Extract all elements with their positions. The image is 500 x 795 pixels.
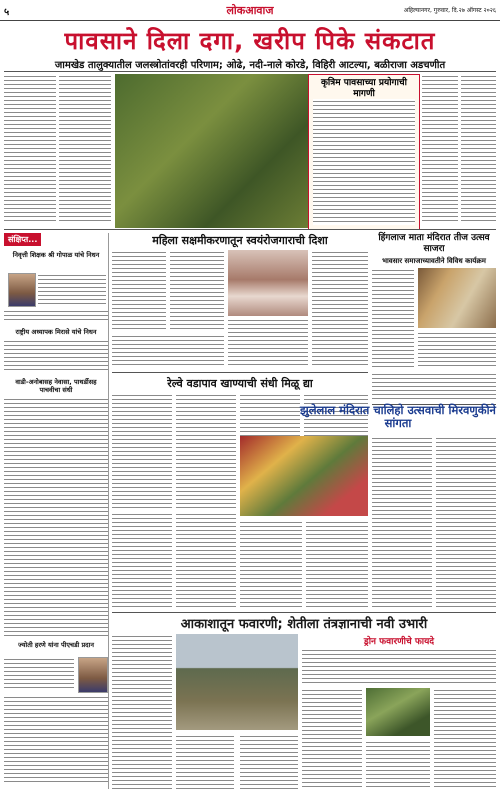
- railway-story-text: [112, 393, 172, 509]
- brief-headline: वाडी-अनोबासह नेवासा, पाथर्डीसह पाचवीचा संधी: [15, 378, 97, 394]
- drone-benefits-headline: ड्रोन फवारणीचे फायदे: [363, 637, 435, 647]
- hinglaj-event-photo: [418, 268, 496, 328]
- brief-text: [38, 273, 106, 305]
- women-story-text: [312, 250, 368, 368]
- lead-text-col-2: [59, 74, 111, 224]
- dateline: अहिल्यानगर, गुरुवार, दि.२७ ऑगस्ट २०२६: [403, 7, 496, 14]
- women-story-text: [228, 318, 308, 368]
- temple-story-text: [112, 512, 172, 608]
- boxed-story: [308, 74, 420, 230]
- hinglaj-story-headline: हिंगलाज माता मंदिरात तीज उत्सव साजरा: [378, 233, 490, 254]
- page-number: ५: [4, 7, 10, 18]
- brief-headline: राष्ट्रीय अध्यापक मिरासे यांचे निधन: [15, 328, 97, 336]
- lead-text-col-3: [422, 74, 458, 224]
- lead-text-col-4: [461, 74, 496, 224]
- brief-text: [4, 309, 108, 323]
- women-story-text: [170, 250, 224, 330]
- tech-story-text: [176, 734, 234, 789]
- temple-story-text: [372, 436, 432, 608]
- hinglaj-story-text: [372, 268, 414, 368]
- lead-headline: पावसाने दिला दगा, खरीप पिके संकटात: [64, 27, 436, 55]
- tech-story-text: [366, 740, 430, 789]
- brief-text: [4, 397, 108, 637]
- temple-story-text: [306, 520, 368, 608]
- tech-story-headline: आकाशातून फवारणी; शेतीला तंत्रज्ञानाची नवी उभारी: [180, 617, 428, 632]
- lead-subheadline: जामखेड तालुक्यातील जलस्त्रोतांवरही परिणाम; ओढे, नदी-नाले कोरडे, विहिरी आटल्या, बळीराजा अडचणीत: [54, 60, 446, 71]
- temple-story-text: [240, 520, 302, 608]
- lead-text-col-1: [4, 74, 56, 224]
- divider: [112, 612, 496, 613]
- tech-story-text: [240, 734, 298, 789]
- brief-text: [4, 339, 108, 373]
- brief-text: [4, 657, 74, 691]
- railway-story-headline: रेल्वे वडापाव खाण्याची संधी मिळू द्या: [167, 377, 313, 390]
- divider: [112, 372, 368, 373]
- tech-story-text: [302, 688, 362, 789]
- hinglaj-story-text: [418, 331, 496, 368]
- portrait-photo: [78, 657, 108, 693]
- brief-text: [4, 695, 108, 785]
- railway-story-text: [176, 393, 236, 509]
- briefs-tag: संक्षिप्त...: [4, 233, 41, 246]
- temple-story-text: [436, 436, 496, 608]
- brief-headline: ज्योती हरणे यांना पीएचडी प्रदान: [18, 641, 94, 649]
- newspaper-logo: लोकआवाज: [226, 4, 274, 17]
- crop-field-photo: [115, 74, 308, 228]
- briefs-column: [4, 233, 109, 789]
- procession-photo: [240, 436, 368, 516]
- tech-story-text: [112, 634, 172, 789]
- drone-benefits-text: [302, 648, 496, 684]
- divider: [4, 71, 496, 72]
- women-group-photo: [228, 250, 308, 316]
- temple-story-headline: झुलेलाल मंदिरात चालिहो उत्सवाची मिरवणुकीने सांगता: [300, 403, 496, 430]
- farm-photo: [366, 688, 430, 736]
- women-story-headline: महिला सक्षमीकरणातून स्वयंरोजगाराची दिशा: [152, 234, 328, 247]
- tech-story-text: [434, 688, 496, 789]
- temple-story-text: [176, 512, 236, 608]
- masthead: [0, 0, 500, 21]
- brief-headline: निवृत्ती शिक्षक श्री गोपाळ यांचे निधन: [12, 251, 100, 259]
- divider: [4, 229, 496, 230]
- hinglaj-story-text: [372, 372, 496, 400]
- women-story-text: [112, 250, 166, 330]
- women-story-text: [112, 334, 224, 368]
- boxed-story-headline: कृत्रिम पावसाच्या प्रयोगाची मागणी: [321, 78, 407, 99]
- boxed-story-text: [313, 99, 415, 225]
- drone-field-photo: [176, 634, 298, 730]
- portrait-photo: [8, 273, 36, 307]
- hinglaj-story-subheadline: भावसार समाजाच्यावतीने विविध कार्यक्रम: [382, 257, 486, 265]
